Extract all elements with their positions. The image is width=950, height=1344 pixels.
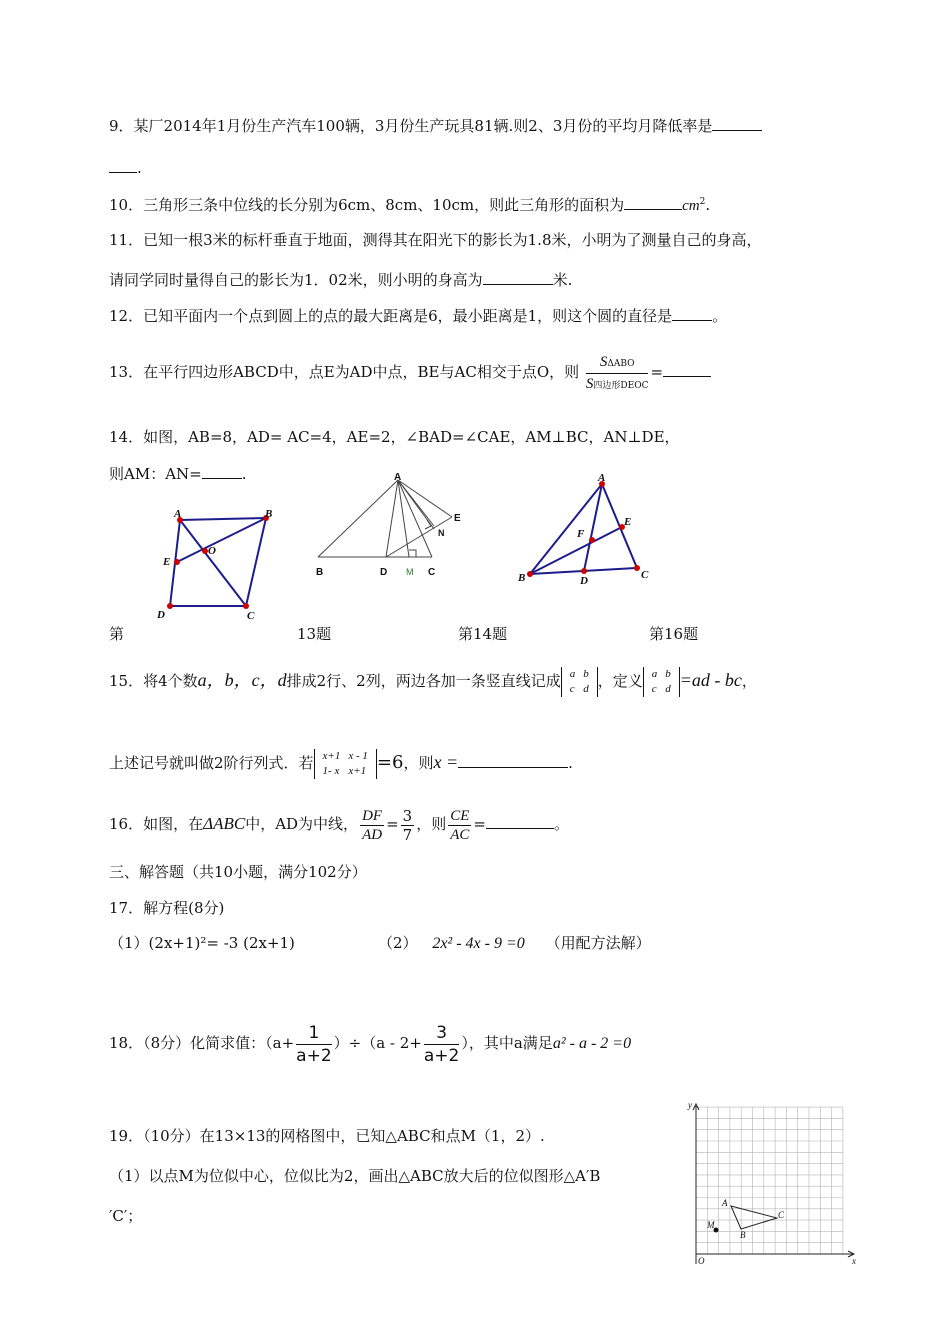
grid-label-c: C xyxy=(778,1210,785,1220)
q12-tail: 。 xyxy=(712,307,728,325)
fig14-label-b: B xyxy=(316,567,324,578)
q16-f2-den: 7 xyxy=(402,825,413,844)
q9-blank-cont[interactable] xyxy=(109,158,137,173)
fig14-label-c: C xyxy=(428,567,436,578)
q16-f3-num: CE xyxy=(450,807,470,824)
q12-line xyxy=(109,306,727,326)
q15-definition: =ad - bc xyxy=(679,670,742,690)
q11-text2: 请同学同时量得自己的影长为1．02米，则小明的身高为 xyxy=(109,271,483,289)
fig13-label-d: D xyxy=(157,609,165,621)
q16-then: ，则 xyxy=(416,815,447,833)
caption-13b: 13题 xyxy=(297,625,332,643)
q16-blank[interactable] xyxy=(486,814,554,829)
q17-equation2: 2x² - 4x - 9 =0 xyxy=(432,935,525,952)
q15-m11: a xyxy=(569,668,576,680)
q16-f2-num: 3 xyxy=(402,806,413,825)
q14-tail: . xyxy=(241,465,247,483)
q18-text-b: ）÷（a - 2+ xyxy=(333,1034,422,1052)
grid-figure xyxy=(686,1098,862,1268)
q11-line2 xyxy=(109,270,572,290)
q18-text-a: 18．（8分）化简求值：（a+ xyxy=(109,1034,295,1052)
fig13-label-o: O xyxy=(208,545,216,557)
q16-eq1: = xyxy=(386,815,399,833)
caption-16: 第16题 xyxy=(649,625,699,643)
grid-label-m: M xyxy=(707,1220,715,1230)
grid-label-y: y xyxy=(688,1100,692,1110)
q15-then: ，则 xyxy=(403,754,434,772)
q15-m12: b xyxy=(583,668,589,680)
q13-num: S xyxy=(599,353,608,370)
q15-d11: x+1 xyxy=(322,750,341,762)
q15-line2 xyxy=(109,742,573,783)
figure-13 xyxy=(150,505,290,625)
q13-fraction xyxy=(586,352,649,395)
q13-blank[interactable] xyxy=(663,362,711,377)
q15-matrix-def xyxy=(643,667,680,697)
q15-equals: =6 xyxy=(376,752,404,773)
q16-frac3 xyxy=(448,807,471,844)
q18-frac1 xyxy=(296,1022,331,1067)
q15-m22: d xyxy=(583,683,589,695)
q19-line3: ′C′； xyxy=(109,1207,143,1225)
q16-text: 16．如图，在 xyxy=(109,815,204,833)
q17-part1: （1）(2x+1)²= -3 (2x+1) xyxy=(109,934,295,952)
q10-tail: . xyxy=(705,196,711,214)
caption-13a: 第 xyxy=(109,625,125,643)
q10-unit: cm xyxy=(682,198,700,214)
q13-eq: = xyxy=(650,363,664,381)
fig16-label-c: C xyxy=(641,569,649,581)
q15-text-a: 15．将4个数 xyxy=(109,672,198,690)
q14-text2: 则AM：AN= xyxy=(109,465,202,483)
q12-text: 12．已知平面内一个点到圆上的点的最大距离是6，最小距离是1，则这个圆的直径是 xyxy=(109,307,673,325)
q18-text-c: ），其中a满足 xyxy=(461,1034,553,1052)
grid-label-o: O xyxy=(698,1256,705,1266)
fig13-label-b: B xyxy=(265,508,273,520)
q18-condition: a² - a - 2 =0 xyxy=(552,1035,632,1052)
q15-m21: c xyxy=(569,683,575,695)
q18-f2-den: a+2 xyxy=(423,1045,460,1066)
q18-f1-num: 1 xyxy=(296,1022,331,1045)
q9-text: 9．某厂2014年1月份生产汽车100辆，3月份生产玩具81辆.则2、3月份的平均月降低率是 xyxy=(109,117,713,135)
q15-text2: 上述记号就叫做2阶行列式．若 xyxy=(109,754,314,772)
fig13-label-a: A xyxy=(174,508,182,520)
q15-def-m22: d xyxy=(665,683,671,695)
fig14-label-m: M xyxy=(406,567,414,577)
q12-blank[interactable] xyxy=(672,306,712,321)
q15-x: x = xyxy=(433,752,459,772)
q15-d12: x - 1 xyxy=(348,750,368,762)
q13-den: S xyxy=(585,375,594,392)
q15-text-b: 排成2行、2列，两边各加一条竖直线记成 xyxy=(286,672,561,690)
q15-def-m12: b xyxy=(665,668,671,680)
grid-label-a: A xyxy=(722,1198,728,1208)
q11-line1: 11．已知一根3米的标杆垂直于地面，测得其在阳光下的影长为1.8米，小明为了测量自己的身高， xyxy=(109,231,762,249)
q13-line xyxy=(109,346,711,398)
q16-frac1 xyxy=(360,807,384,844)
fig16-label-a: A xyxy=(598,472,606,484)
q15-def-m21: c xyxy=(651,683,657,695)
q16-triangle: ΔABC xyxy=(203,814,246,833)
figure-16 xyxy=(510,470,660,590)
q10-unit-exp: 2 xyxy=(699,197,706,207)
q18-f2-num: 3 xyxy=(424,1022,459,1045)
q13-text: 13．在平行四边形ABCD中，点E为AD中点，BE与AC相交于点O，则 xyxy=(109,363,580,381)
q19-line2: （1）以点M为位似中心，位似比为2，画出△ABC放大后的位似图形△A′B xyxy=(109,1167,601,1185)
q15-vars: a，b，c，d xyxy=(197,670,287,690)
grid-label-x: x xyxy=(852,1256,856,1266)
fig16-label-f: F xyxy=(577,528,585,540)
grid-label-b: B xyxy=(740,1230,746,1240)
q11-blank[interactable] xyxy=(483,270,553,285)
q16-mid: 中，AD为中线， xyxy=(245,815,359,833)
q10-text: 10．三角形三条中位线的长分别为6cm、8cm、10cm，则此三角形的面积为 xyxy=(109,196,625,214)
fig13-label-e: E xyxy=(163,556,171,568)
q15-d22: x+1 xyxy=(348,765,367,777)
q13-num-sub: ΔABO xyxy=(607,358,635,369)
q18-frac2 xyxy=(424,1022,459,1067)
fig14-label-d: D xyxy=(380,567,388,578)
q9-line xyxy=(109,116,762,136)
q15-line1 xyxy=(109,660,757,701)
q18-f1-den: a+2 xyxy=(296,1045,332,1066)
q16-tail: 。 xyxy=(553,815,569,833)
fig14-label-e: E xyxy=(454,513,461,524)
q13-den-sub: 四边形DEOC xyxy=(593,380,649,391)
fig16-label-d: D xyxy=(580,575,588,587)
fig14-label-a: A xyxy=(394,472,402,483)
figure-14 xyxy=(308,470,478,585)
fig16-label-e: E xyxy=(624,516,632,528)
q15-tail: . xyxy=(568,754,573,772)
q10-line xyxy=(109,192,710,216)
q17-title: 17．解方程(8分) xyxy=(109,899,225,917)
q10-blank[interactable] xyxy=(624,195,682,210)
q15-matrix-notation xyxy=(561,667,598,697)
q9-blank[interactable] xyxy=(712,116,762,131)
q16-eq2: = xyxy=(473,815,486,833)
q14-line2 xyxy=(109,464,247,484)
q14-blank[interactable] xyxy=(202,464,242,479)
q15-determinant xyxy=(314,749,377,779)
q16-f1-den: AD xyxy=(362,826,383,843)
q15-comma: ， xyxy=(741,672,757,690)
section-3-heading: 三、解答题（共10小题，满分102分） xyxy=(109,863,367,881)
q14-line1: 14．如图，AB=8，AD= AC=4，AE=2，∠BAD=∠CAE，AM⊥BC，AN⊥DE， xyxy=(109,428,680,446)
q9-tail: . xyxy=(137,159,142,177)
q16-line xyxy=(109,800,569,848)
q15-d21: 1- x xyxy=(322,765,340,777)
q18-line xyxy=(109,1018,631,1069)
q11-tail: 米. xyxy=(552,271,573,289)
fig13-label-c: C xyxy=(247,610,255,622)
q17-part2-label: （2） xyxy=(378,934,418,952)
q15-text-c: ，定义 xyxy=(597,672,643,690)
caption-14: 第14题 xyxy=(458,625,508,643)
q16-f3-den: AC xyxy=(450,826,470,843)
q17-note: （用配方法解） xyxy=(545,934,651,952)
q19-line1: 19．（10分）在13×13的网格图中，已知△ABC和点M（1，2）. xyxy=(109,1127,545,1145)
fig14-label-n: N xyxy=(438,528,445,538)
q15-def-m11: a xyxy=(651,668,658,680)
fig16-label-b: B xyxy=(518,572,526,584)
q16-frac2 xyxy=(401,807,415,844)
q16-f1-num: DF xyxy=(362,807,383,824)
q17-part2 xyxy=(378,933,651,954)
q15-blank[interactable] xyxy=(458,753,568,768)
q9-line2 xyxy=(109,158,142,178)
